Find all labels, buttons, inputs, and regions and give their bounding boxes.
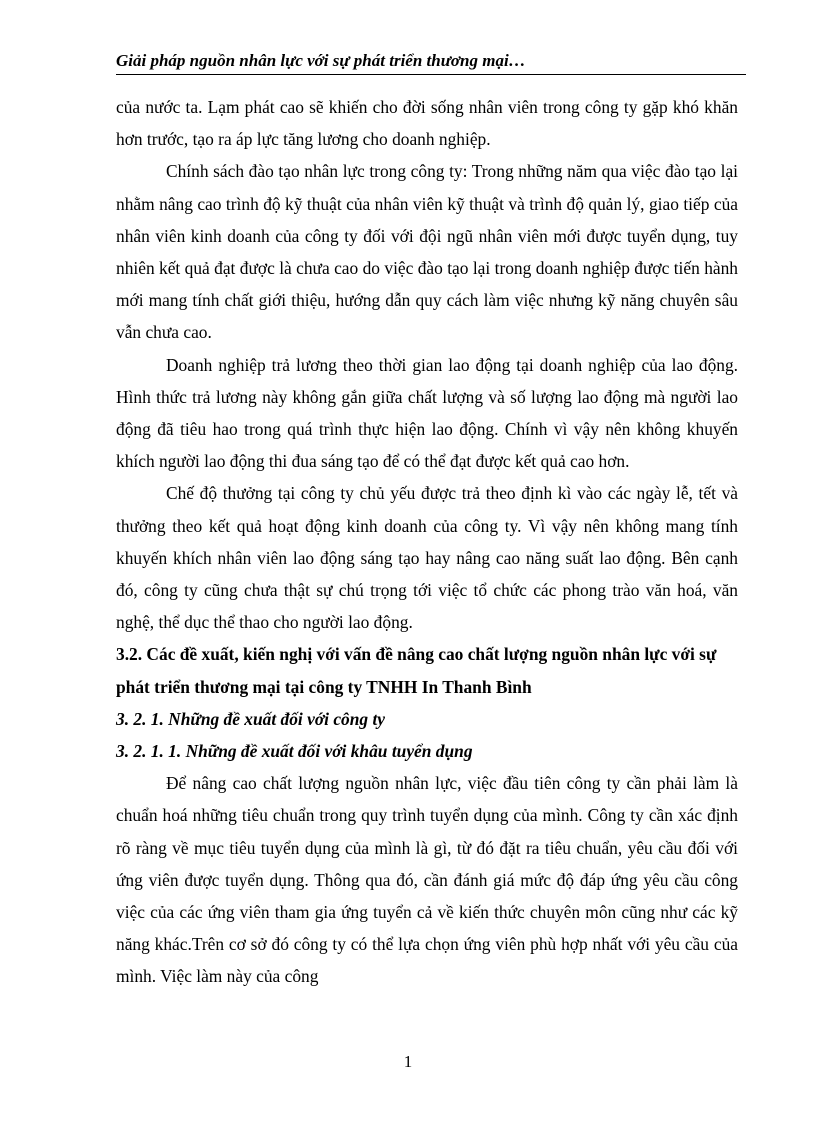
section-heading-3-2-1: 3. 2. 1. Những đề xuất đối với công ty (116, 708, 386, 729)
section-heading-3-2: 3.2. Các đề xuất, kiến nghị với vấn đề nâng cao chất lượng nguồn nhân lực với sự phát triển thương mại tại công ty TNHH In Thanh Bình (116, 644, 717, 697)
paragraph-training-policy: Chính sách đào tạo nhân lực trong công ty: Trong những năm qua việc đào tạo lại nhằm nâng cao trình độ kỹ thuật của nhân viên kỹ thuật và trình độ quản lý, giao tiếp của nhân viên kinh doanh của công ty đối với đội ngũ nhân viên mới được tuyển dụng, tuy nhiên kết quả đạt được là chưa cao do việc đào tạo lại trong doanh nghiệp được tiến hành mới mang tính chất giới thiệu, hướng dẫn quy cách làm việc nhưng kỹ năng chuyên sâu vẫn chưa cao. (116, 161, 738, 343)
section-heading-3-2-1-1: 3. 2. 1. 1. Những đề xuất đối với khâu tuyển dụng (116, 741, 473, 762)
page-header-title: Giải pháp nguồn nhân lực với sự phát triển thương mại… (116, 50, 746, 75)
paragraph-continuation: của nước ta. Lạm phát cao sẽ khiến cho đời sống nhân viên trong công ty gặp khó khăn hơn trước, tạo ra áp lực tăng lương cho doanh nghiệp. (116, 97, 738, 150)
page-number: 1 (403, 1052, 413, 1071)
paragraph-bonus: Chế độ thưởng tại công ty chủ yếu được trả theo định kì vào các ngày lễ, tết và thưởng theo kết quả hoạt động kinh doanh của công ty. Vì vậy nên không mang tính khuyến khích nhân viên lao động sáng tạo hay nâng cao năng suất lao động. Bên cạnh đó, công ty cũng chưa thật sự chú trọng tới việc tổ chức các phong trào văn hoá, văn nghệ, thể dục thể thao cho người lao động. (116, 483, 738, 633)
paragraph-salary: Doanh nghiệp trả lương theo thời gian lao động tại doanh nghiệp của lao động. Hình thức trả lương này không gắn giữa chất lượng và số lượng lao động mà người lao động đã tiêu hao trong quá trình thực hiện lao động. Chính vì vậy nên không khuyến khích người lao động thi đua sáng tạo để có thể đạt được kết quả cao hơn. (116, 354, 738, 472)
document-body (116, 91, 738, 993)
paragraph-recruitment: Để nâng cao chất lượng nguồn nhân lực, việc đầu tiên công ty cần phải làm là chuẩn hoá những tiêu chuẩn trong quy trình tuyển dụng của mình. Công ty cần xác định rõ ràng về mục tiêu tuyển dụng của mình là gì, từ đó đặt ra tiêu chuẩn, yêu cầu đối với ứng viên được tuyển dụng. Thông qua đó, cần đánh giá mức độ đáp ứng yêu cầu công việc của các ứng viên tham gia ứng tuyển cả về kiến thức chuyên môn cũng như các kỹ năng khác.Trên cơ sở đó công ty có thể lựa chọn ứng viên phù hợp nhất với yêu cầu của mình. Việc làm này của công (116, 773, 738, 987)
